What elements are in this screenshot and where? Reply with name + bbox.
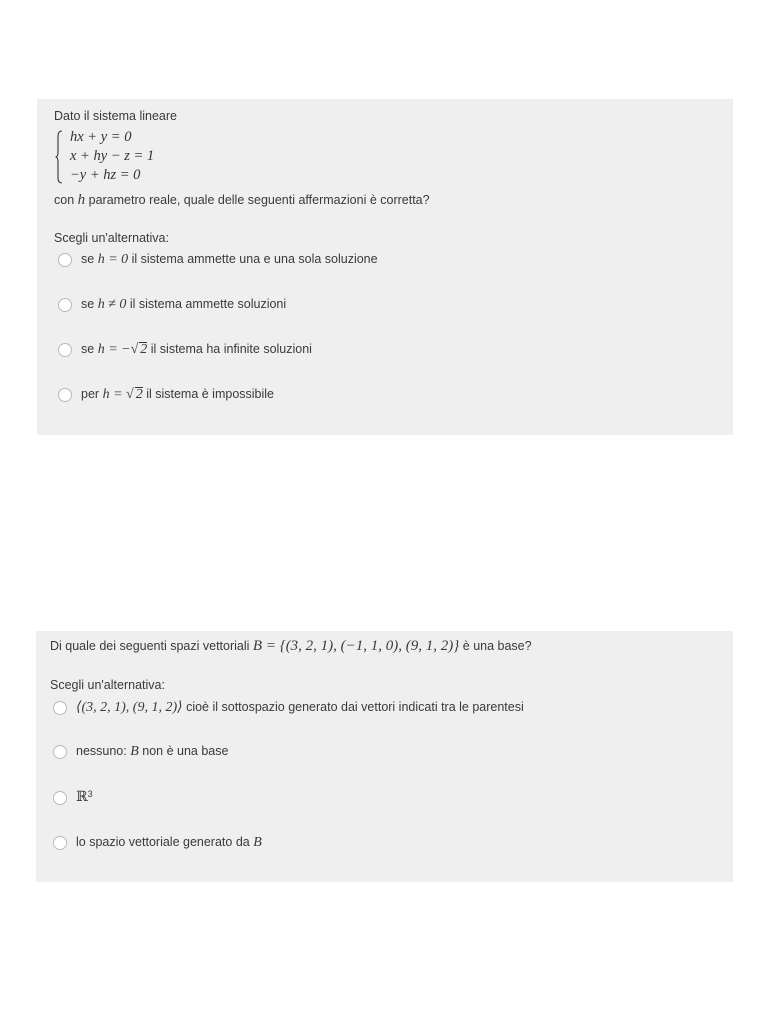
radio-button[interactable] <box>53 745 67 759</box>
option-2[interactable]: se h ≠ 0 il sistema ammette soluzioni <box>58 297 286 313</box>
radio-button[interactable] <box>58 253 72 267</box>
equation-3: −y + hz = 0 <box>70 167 141 183</box>
choice-prompt: Scegli un'alternativa: <box>54 231 169 245</box>
condition-var: h <box>77 192 86 208</box>
condition-suffix: parametro reale, quale delle seguenti affermazioni è corretta? <box>88 193 430 207</box>
sqrt-sign: √ <box>130 342 139 357</box>
condition-prefix: con <box>54 193 75 207</box>
equation-1: hx + y = 0 <box>70 129 132 145</box>
option-3[interactable]: ℝ$^3$ <box>53 789 93 806</box>
option-4[interactable]: per h = √ 2 il sistema è impossibile <box>58 387 274 403</box>
radio-button[interactable] <box>53 791 67 805</box>
radio-button[interactable] <box>53 701 67 715</box>
option-4[interactable]: lo spazio vettoriale generato da B <box>53 835 262 851</box>
option-1[interactable]: ⟨(3, 2, 1), (9, 1, 2)⟩ cioè il sottospazio generato dai vettori indicati tra le parentesi <box>53 699 524 716</box>
radio-button[interactable] <box>58 343 72 357</box>
radio-button[interactable] <box>58 388 72 402</box>
radio-button[interactable] <box>53 836 67 850</box>
question-card-1 <box>37 99 733 435</box>
left-brace <box>55 130 63 184</box>
sqrt-sign: √ <box>126 387 134 402</box>
question-text: Di quale dei seguenti spazi vettoriali B = {(3, 2, 1), (−1, 1, 0), (9, 1, 2)} è una base? <box>50 638 532 654</box>
radio-button[interactable] <box>58 298 72 312</box>
question-card-2 <box>36 631 733 882</box>
question-intro: Dato il sistema lineare <box>54 109 177 123</box>
question-condition <box>54 192 430 209</box>
option-1[interactable]: se h = 0 il sistema ammette una e una sola soluzione <box>58 252 378 268</box>
choice-prompt: Scegli un'alternativa: <box>50 678 165 692</box>
option-2[interactable]: nessuno: B non è una base <box>53 744 228 760</box>
equation-2: x + hy − z = 1 <box>70 148 155 164</box>
option-3[interactable]: se h = −√ 2 il sistema ha infinite soluzioni <box>58 342 312 358</box>
